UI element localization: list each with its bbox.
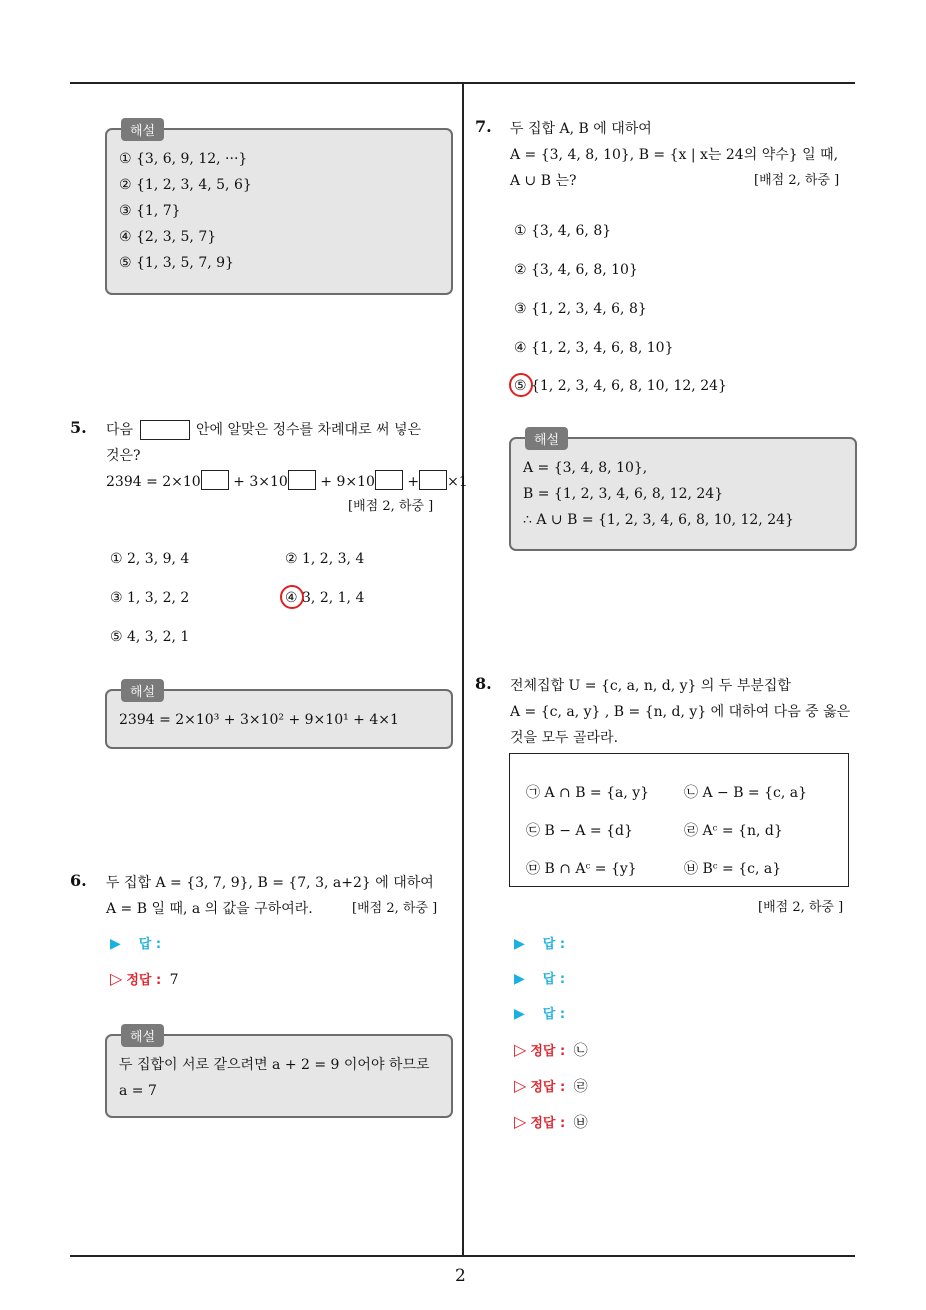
- outline-triangle-icon: ▷: [514, 1076, 527, 1095]
- equation-part: ×1: [447, 474, 468, 490]
- points-label: [배점 2, 하중 ]: [754, 173, 840, 188]
- correct-label: 정답 :: [530, 1044, 566, 1059]
- question-text: A = {c, a, y} , B = {n, d, y} 에 대하여 다음 중 옳은: [510, 704, 851, 720]
- correct-label: 정답 :: [530, 1116, 566, 1131]
- play-triangle-icon: ▶: [110, 936, 121, 952]
- correct-value: ㉡: [573, 1043, 588, 1059]
- solution-tag: 해설: [525, 427, 568, 450]
- question-text: 두 집합 A = {3, 7, 9}, B = {7, 3, a+2} 에 대하여: [106, 875, 434, 891]
- question-text: 전체집합 U = {c, a, n, d, y} 의 두 부분집합: [510, 678, 791, 694]
- question-text: 두 집합 A, B 에 대하여: [510, 121, 652, 137]
- solution-box-q6: [105, 1030, 453, 1118]
- solution-line: ② {1, 2, 3, 4, 5, 6}: [119, 177, 252, 193]
- answer-blank: [288, 470, 316, 490]
- option-4[interactable]: ④ {1, 2, 3, 4, 6, 8, 10}: [514, 340, 674, 356]
- correct-value: ㉥: [573, 1115, 588, 1131]
- equation-part: + 3×10: [233, 474, 288, 490]
- points-label: [배점 2, 하중 ]: [352, 901, 438, 916]
- equation: [106, 470, 468, 492]
- points-label: [배점 2, 하중 ]: [348, 499, 434, 514]
- solution-line: 2394 = 2×10³ + 3×10² + 9×10¹ + 4×1: [119, 712, 399, 728]
- solution-box-q4: [105, 124, 453, 295]
- solution-line: A = {3, 4, 8, 10},: [523, 460, 648, 476]
- equation-part: 2394 = 2×10: [106, 474, 201, 490]
- choice-item: ㉥ Bᶜ = {c, a}: [684, 861, 782, 877]
- option-2[interactable]: ② {3, 4, 6, 8, 10}: [514, 262, 638, 278]
- correct-value: 7: [169, 972, 179, 988]
- solution-tag: 해설: [121, 679, 164, 702]
- bottom-rule: [70, 1255, 855, 1257]
- choice-item: ㉡ A − B = {c, a}: [684, 785, 808, 801]
- correct-label: 정답 :: [530, 1080, 566, 1095]
- solution-line: 두 집합이 서로 같으려면 a + 2 = 9 이어야 하므로: [119, 1057, 430, 1073]
- solution-tag: 해설: [121, 1024, 164, 1047]
- question-number: 7.: [475, 117, 492, 136]
- solution-line: ⑤ {1, 3, 5, 7, 9}: [119, 255, 234, 271]
- choice-item: ㉣ Aᶜ = {n, d}: [684, 823, 783, 839]
- question-text: A = B 일 때, a 의 값을 구하여라.: [106, 901, 313, 917]
- answer-label: 답 :: [138, 937, 162, 952]
- question-number: 5.: [70, 418, 87, 437]
- option-value: {1, 2, 3, 4, 6, 8, 10, 12, 24}: [531, 378, 727, 394]
- question-text-part: 안에 알맞은 정수를 차례대로 써 넣은: [195, 422, 422, 438]
- answer-blank: [140, 420, 190, 440]
- solution-box-q5: [105, 685, 453, 749]
- outline-triangle-icon: ▷: [110, 969, 123, 988]
- solution-tag: 해설: [121, 118, 164, 141]
- solution-line: a = 7: [119, 1083, 157, 1099]
- equation-part: +: [407, 474, 420, 490]
- page-number: 2: [455, 1266, 466, 1286]
- answer-field[interactable]: [514, 934, 565, 955]
- correct-answer: [514, 1040, 588, 1062]
- question-text: [106, 420, 421, 440]
- correct-label: 정답 :: [126, 973, 162, 988]
- correct-value: ㉣: [573, 1079, 588, 1095]
- points-label: [배점 2, 하중 ]: [758, 900, 844, 915]
- question-text: 것을 모두 골라라.: [510, 730, 619, 746]
- option-3[interactable]: ③ {1, 2, 3, 4, 6, 8}: [514, 301, 647, 317]
- column-divider: [462, 83, 464, 1256]
- answer-blank: [201, 470, 229, 490]
- question-text: A = {3, 4, 8, 10}, B = {x | x는 24의 약수} 일 때,: [510, 147, 839, 163]
- outline-triangle-icon: ▷: [514, 1040, 527, 1059]
- choice-item: ㉠ A ∩ B = {a, y}: [526, 785, 650, 801]
- option-value: 3, 2, 1, 4: [302, 590, 365, 606]
- answer-field[interactable]: [110, 934, 161, 955]
- answer-label: 답 :: [542, 937, 566, 952]
- choice-item: ㉢ B − A = {d}: [526, 823, 633, 839]
- option-3[interactable]: ③ 1, 3, 2, 2: [110, 590, 190, 606]
- answer-field[interactable]: [514, 969, 565, 990]
- option-4[interactable]: [285, 588, 364, 608]
- play-triangle-icon: ▶: [514, 1006, 525, 1022]
- solution-line: ∴ A ∪ B = {1, 2, 3, 4, 6, 8, 10, 12, 24}: [523, 512, 794, 528]
- play-triangle-icon: ▶: [514, 936, 525, 952]
- solution-box-q7: [509, 433, 857, 551]
- choices-box: [509, 753, 849, 887]
- option-number: ⑤: [514, 378, 527, 394]
- solution-line: ④ {2, 3, 5, 7}: [119, 229, 217, 245]
- question-text-part: 다음: [106, 422, 134, 438]
- question-text: A ∪ B 는?: [510, 173, 577, 189]
- answer-label: 답 :: [542, 972, 566, 987]
- option-5[interactable]: [514, 376, 727, 396]
- answer-field[interactable]: [514, 1004, 565, 1025]
- option-number: ④: [285, 590, 298, 606]
- question-text: 것은?: [106, 448, 141, 464]
- play-triangle-icon: ▶: [514, 971, 525, 987]
- option-5[interactable]: ⑤ 4, 3, 2, 1: [110, 629, 190, 645]
- answer-blank: [375, 470, 403, 490]
- equation-part: + 9×10: [320, 474, 375, 490]
- choice-item: ㉤ B ∩ Aᶜ = {y}: [526, 861, 637, 877]
- question-number: 8.: [475, 674, 492, 693]
- question-number: 6.: [70, 871, 87, 890]
- solution-line: B = {1, 2, 3, 4, 6, 8, 12, 24}: [523, 486, 724, 502]
- option-1[interactable]: ① 2, 3, 9, 4: [110, 551, 190, 567]
- solution-line: ① {3, 6, 9, 12, ···}: [119, 151, 248, 167]
- outline-triangle-icon: ▷: [514, 1112, 527, 1131]
- answer-blank: [419, 470, 447, 490]
- option-2[interactable]: ② 1, 2, 3, 4: [285, 551, 365, 567]
- option-1[interactable]: ① {3, 4, 6, 8}: [514, 223, 612, 239]
- correct-answer: [110, 969, 179, 991]
- correct-answer: [514, 1112, 588, 1134]
- answer-label: 답 :: [542, 1007, 566, 1022]
- solution-line: ③ {1, 7}: [119, 203, 181, 219]
- correct-answer: [514, 1076, 588, 1098]
